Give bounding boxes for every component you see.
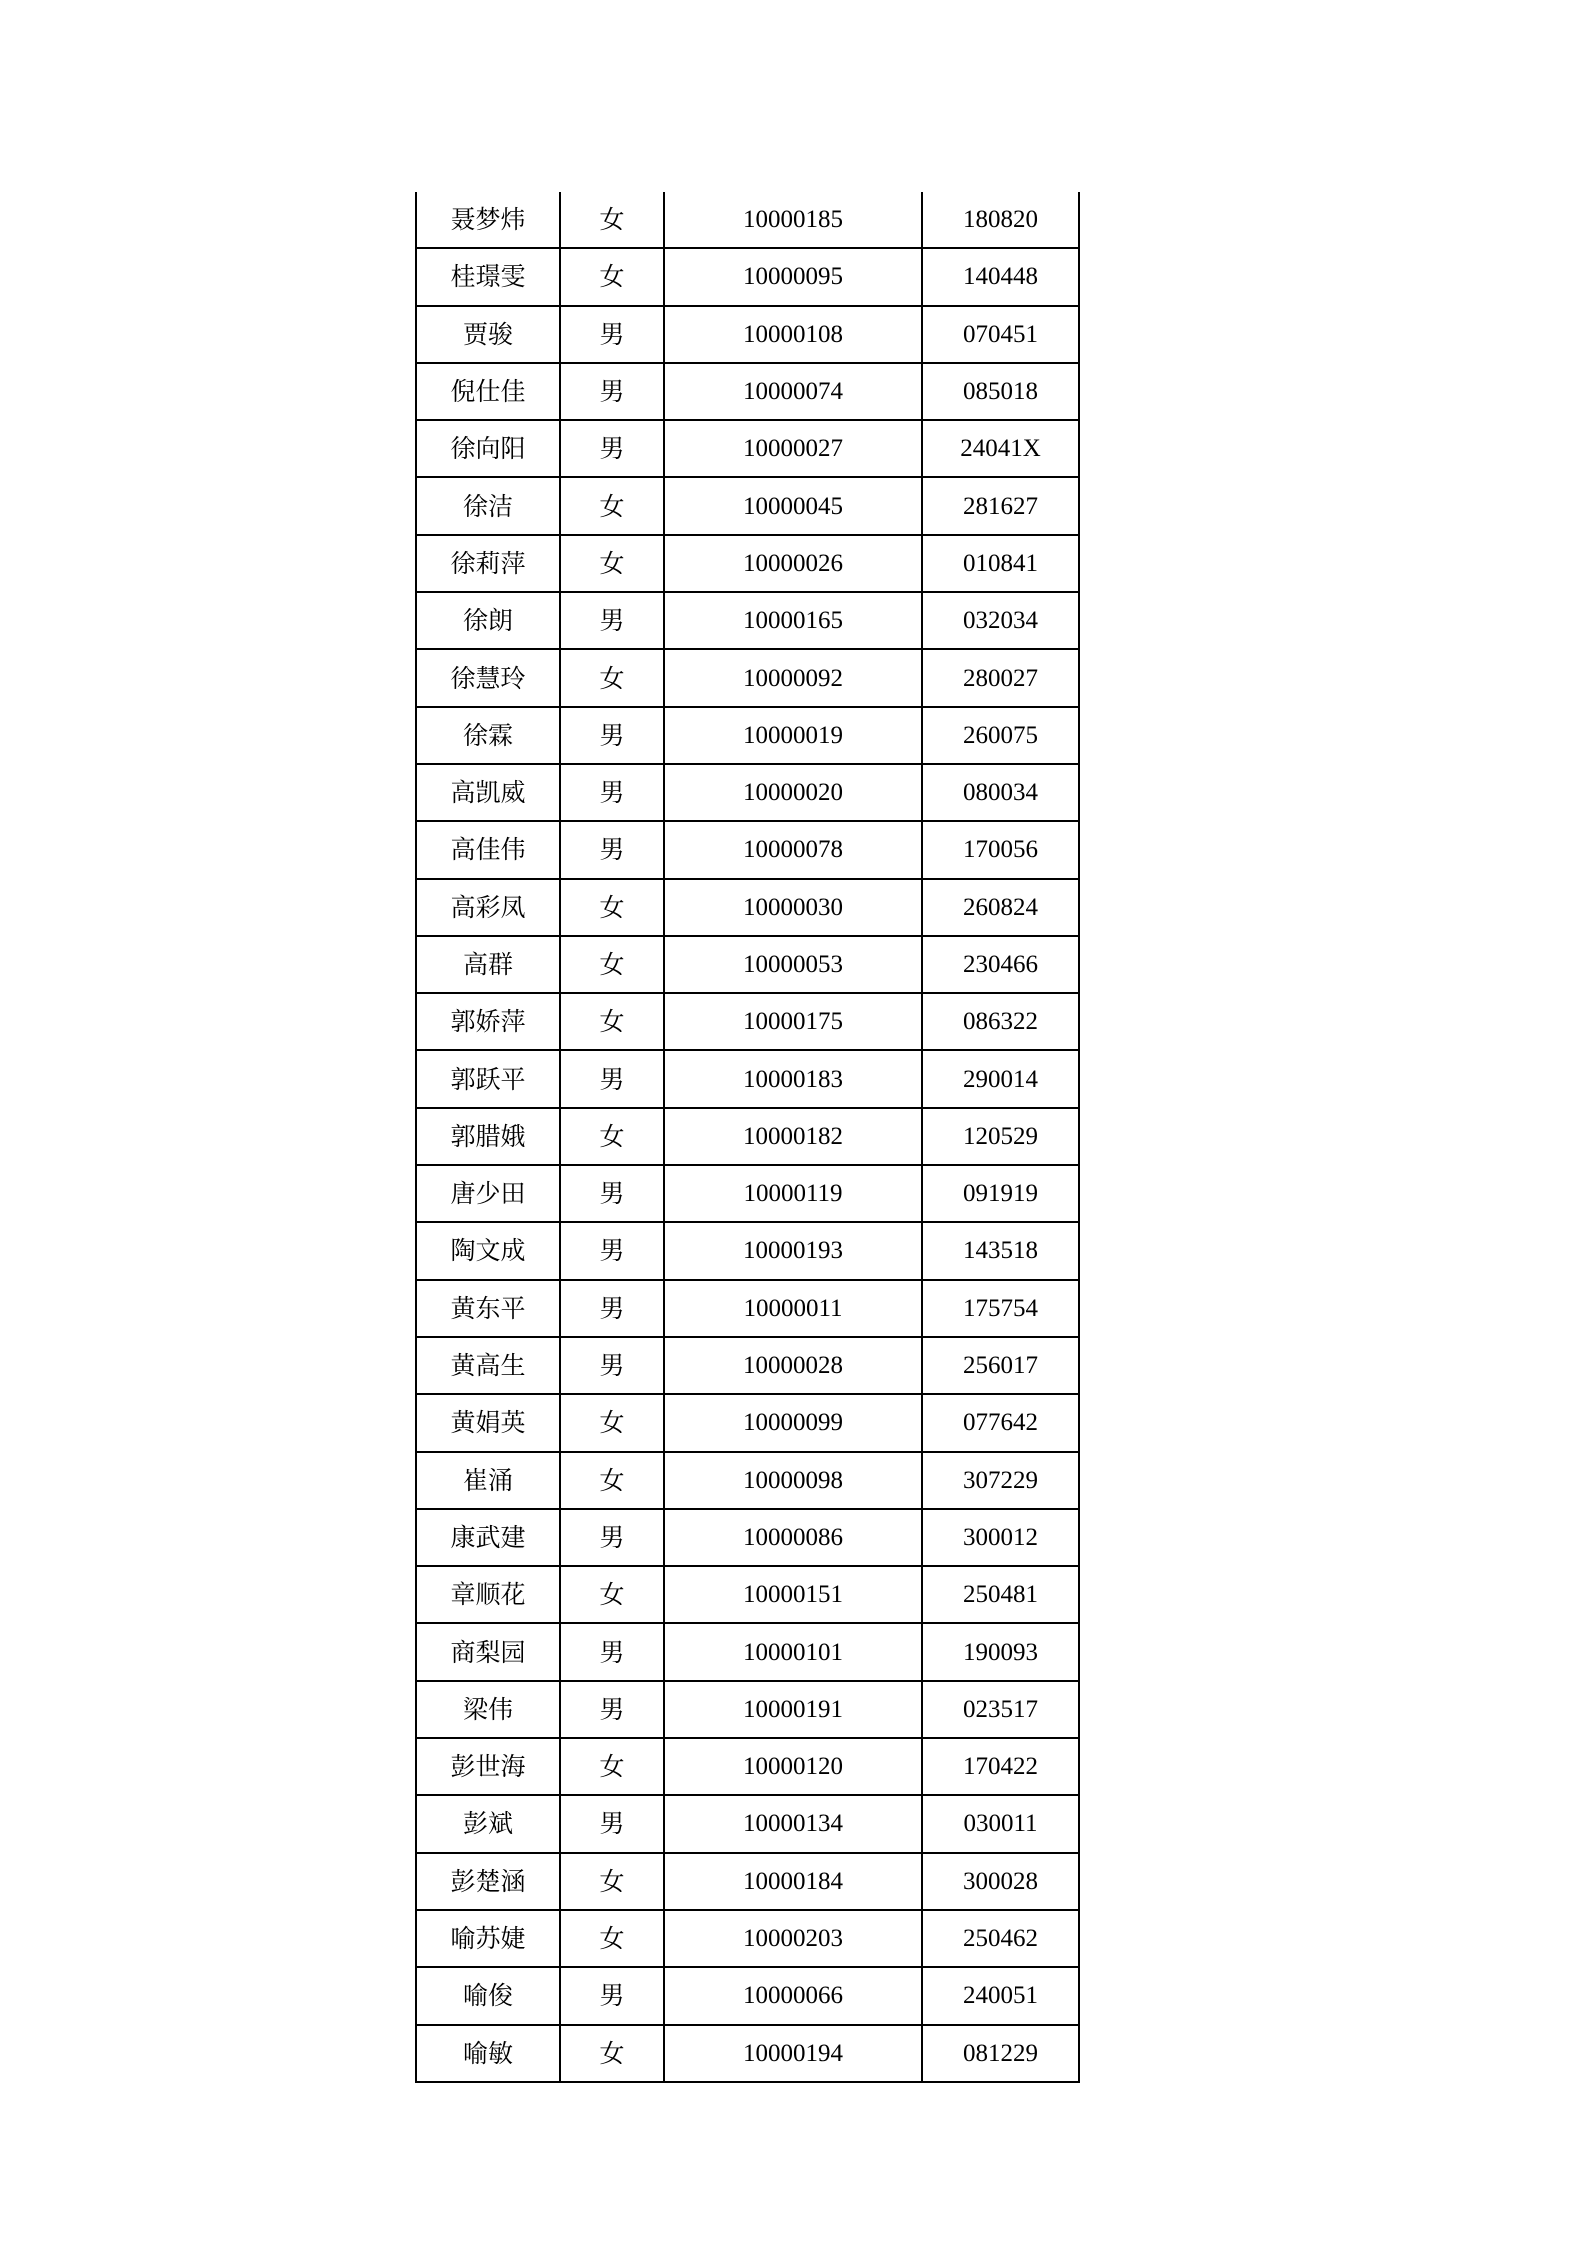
table-row xyxy=(416,1222,1079,1279)
code-cell: 085018 xyxy=(922,363,1079,420)
id-number-cell: 10000119 xyxy=(664,1165,922,1222)
id-number-cell: 10000099 xyxy=(664,1394,922,1451)
id-number-cell: 10000053 xyxy=(664,936,922,993)
gender-cell: 男 xyxy=(560,1050,664,1107)
gender-cell: 男 xyxy=(560,1222,664,1279)
code-cell: 300012 xyxy=(922,1509,1079,1566)
table-row xyxy=(416,1108,1079,1165)
gender-cell: 女 xyxy=(560,879,664,936)
roster-table xyxy=(415,192,1080,2083)
code-cell: 250481 xyxy=(922,1566,1079,1623)
name-cell: 高佳伟 xyxy=(416,821,560,878)
table-row xyxy=(416,192,1079,248)
code-cell: 290014 xyxy=(922,1050,1079,1107)
code-cell: 143518 xyxy=(922,1222,1079,1279)
id-number-cell: 10000028 xyxy=(664,1337,922,1394)
table-row xyxy=(416,993,1079,1050)
name-cell: 徐洁 xyxy=(416,477,560,534)
id-number-cell: 10000165 xyxy=(664,592,922,649)
gender-cell: 女 xyxy=(560,1566,664,1623)
id-number-cell: 10000203 xyxy=(664,1910,922,1967)
id-number-cell: 10000074 xyxy=(664,363,922,420)
gender-cell: 男 xyxy=(560,1681,664,1738)
table-row xyxy=(416,707,1079,764)
name-cell: 徐向阳 xyxy=(416,420,560,477)
name-cell: 喻敏 xyxy=(416,2025,560,2082)
gender-cell: 男 xyxy=(560,306,664,363)
table-row xyxy=(416,592,1079,649)
roster-table-body xyxy=(416,192,1079,2082)
name-cell: 喻俊 xyxy=(416,1967,560,2024)
name-cell: 章顺花 xyxy=(416,1566,560,1623)
code-cell: 091919 xyxy=(922,1165,1079,1222)
id-number-cell: 10000120 xyxy=(664,1738,922,1795)
table-row xyxy=(416,1509,1079,1566)
table-row xyxy=(416,306,1079,363)
table-row xyxy=(416,764,1079,821)
gender-cell: 男 xyxy=(560,1967,664,2024)
table-row xyxy=(416,1967,1079,2024)
name-cell: 郭跃平 xyxy=(416,1050,560,1107)
gender-cell: 女 xyxy=(560,1738,664,1795)
table-row xyxy=(416,248,1079,305)
name-cell: 贾骏 xyxy=(416,306,560,363)
table-row xyxy=(416,1738,1079,1795)
table-row xyxy=(416,821,1079,878)
name-cell: 徐慧玲 xyxy=(416,649,560,706)
code-cell: 280027 xyxy=(922,649,1079,706)
gender-cell: 女 xyxy=(560,192,664,248)
id-number-cell: 10000045 xyxy=(664,477,922,534)
table-row xyxy=(416,1452,1079,1509)
id-number-cell: 10000011 xyxy=(664,1280,922,1337)
id-number-cell: 10000184 xyxy=(664,1853,922,1910)
name-cell: 徐朗 xyxy=(416,592,560,649)
code-cell: 023517 xyxy=(922,1681,1079,1738)
table-row xyxy=(416,1050,1079,1107)
table-row xyxy=(416,363,1079,420)
table-row xyxy=(416,649,1079,706)
id-number-cell: 10000194 xyxy=(664,2025,922,2082)
gender-cell: 男 xyxy=(560,1280,664,1337)
code-cell: 175754 xyxy=(922,1280,1079,1337)
code-cell: 032034 xyxy=(922,592,1079,649)
gender-cell: 女 xyxy=(560,248,664,305)
name-cell: 黄娟英 xyxy=(416,1394,560,1451)
id-number-cell: 10000030 xyxy=(664,879,922,936)
table-row xyxy=(416,420,1079,477)
table-row xyxy=(416,1337,1079,1394)
code-cell: 180820 xyxy=(922,192,1079,248)
gender-cell: 女 xyxy=(560,1910,664,1967)
code-cell: 030011 xyxy=(922,1795,1079,1852)
code-cell: 010841 xyxy=(922,535,1079,592)
table-row xyxy=(416,535,1079,592)
id-number-cell: 10000027 xyxy=(664,420,922,477)
table-row xyxy=(416,1165,1079,1222)
code-cell: 300028 xyxy=(922,1853,1079,1910)
code-cell: 080034 xyxy=(922,764,1079,821)
name-cell: 商梨园 xyxy=(416,1623,560,1680)
id-number-cell: 10000182 xyxy=(664,1108,922,1165)
id-number-cell: 10000020 xyxy=(664,764,922,821)
code-cell: 086322 xyxy=(922,993,1079,1050)
name-cell: 桂璟雯 xyxy=(416,248,560,305)
gender-cell: 女 xyxy=(560,649,664,706)
name-cell: 唐少田 xyxy=(416,1165,560,1222)
code-cell: 077642 xyxy=(922,1394,1079,1451)
gender-cell: 女 xyxy=(560,1108,664,1165)
gender-cell: 女 xyxy=(560,936,664,993)
id-number-cell: 10000095 xyxy=(664,248,922,305)
table-row xyxy=(416,1280,1079,1337)
gender-cell: 女 xyxy=(560,1452,664,1509)
name-cell: 高彩凤 xyxy=(416,879,560,936)
code-cell: 256017 xyxy=(922,1337,1079,1394)
gender-cell: 男 xyxy=(560,764,664,821)
gender-cell: 男 xyxy=(560,707,664,764)
code-cell: 170422 xyxy=(922,1738,1079,1795)
gender-cell: 女 xyxy=(560,1394,664,1451)
table-row xyxy=(416,477,1079,534)
name-cell: 康武建 xyxy=(416,1509,560,1566)
id-number-cell: 10000191 xyxy=(664,1681,922,1738)
gender-cell: 男 xyxy=(560,1509,664,1566)
code-cell: 260824 xyxy=(922,879,1079,936)
gender-cell: 女 xyxy=(560,2025,664,2082)
id-number-cell: 10000175 xyxy=(664,993,922,1050)
code-cell: 190093 xyxy=(922,1623,1079,1680)
code-cell: 250462 xyxy=(922,1910,1079,1967)
code-cell: 281627 xyxy=(922,477,1079,534)
id-number-cell: 10000185 xyxy=(664,192,922,248)
code-cell: 260075 xyxy=(922,707,1079,764)
gender-cell: 男 xyxy=(560,821,664,878)
id-number-cell: 10000086 xyxy=(664,1509,922,1566)
name-cell: 倪仕佳 xyxy=(416,363,560,420)
name-cell: 徐霖 xyxy=(416,707,560,764)
table-row xyxy=(416,1566,1079,1623)
table-row xyxy=(416,936,1079,993)
code-cell: 120529 xyxy=(922,1108,1079,1165)
table-row xyxy=(416,1910,1079,1967)
code-cell: 140448 xyxy=(922,248,1079,305)
name-cell: 彭楚涵 xyxy=(416,1853,560,1910)
gender-cell: 女 xyxy=(560,993,664,1050)
id-number-cell: 10000108 xyxy=(664,306,922,363)
name-cell: 郭娇萍 xyxy=(416,993,560,1050)
id-number-cell: 10000098 xyxy=(664,1452,922,1509)
name-cell: 梁伟 xyxy=(416,1681,560,1738)
code-cell: 307229 xyxy=(922,1452,1079,1509)
code-cell: 070451 xyxy=(922,306,1079,363)
code-cell: 230466 xyxy=(922,936,1079,993)
name-cell: 喻苏婕 xyxy=(416,1910,560,1967)
id-number-cell: 10000183 xyxy=(664,1050,922,1107)
gender-cell: 男 xyxy=(560,1795,664,1852)
table-row xyxy=(416,1394,1079,1451)
id-number-cell: 10000019 xyxy=(664,707,922,764)
table-row xyxy=(416,1795,1079,1852)
gender-cell: 女 xyxy=(560,477,664,534)
gender-cell: 男 xyxy=(560,1165,664,1222)
id-number-cell: 10000066 xyxy=(664,1967,922,2024)
id-number-cell: 10000193 xyxy=(664,1222,922,1279)
id-number-cell: 10000026 xyxy=(664,535,922,592)
id-number-cell: 10000092 xyxy=(664,649,922,706)
gender-cell: 男 xyxy=(560,1337,664,1394)
id-number-cell: 10000134 xyxy=(664,1795,922,1852)
gender-cell: 男 xyxy=(560,1623,664,1680)
name-cell: 彭斌 xyxy=(416,1795,560,1852)
name-cell: 崔涌 xyxy=(416,1452,560,1509)
table-row xyxy=(416,1853,1079,1910)
id-number-cell: 10000101 xyxy=(664,1623,922,1680)
name-cell: 高凯威 xyxy=(416,764,560,821)
table-row xyxy=(416,879,1079,936)
name-cell: 高群 xyxy=(416,936,560,993)
name-cell: 黄东平 xyxy=(416,1280,560,1337)
table-row xyxy=(416,2025,1079,2082)
name-cell: 彭世海 xyxy=(416,1738,560,1795)
table-row xyxy=(416,1681,1079,1738)
gender-cell: 女 xyxy=(560,535,664,592)
gender-cell: 男 xyxy=(560,363,664,420)
gender-cell: 男 xyxy=(560,420,664,477)
gender-cell: 男 xyxy=(560,592,664,649)
code-cell: 081229 xyxy=(922,2025,1079,2082)
name-cell: 徐莉萍 xyxy=(416,535,560,592)
code-cell: 24041X xyxy=(922,420,1079,477)
code-cell: 170056 xyxy=(922,821,1079,878)
gender-cell: 女 xyxy=(560,1853,664,1910)
name-cell: 郭腊娥 xyxy=(416,1108,560,1165)
name-cell: 陶文成 xyxy=(416,1222,560,1279)
id-number-cell: 10000078 xyxy=(664,821,922,878)
name-cell: 黄高生 xyxy=(416,1337,560,1394)
id-number-cell: 10000151 xyxy=(664,1566,922,1623)
table-row xyxy=(416,1623,1079,1680)
code-cell: 240051 xyxy=(922,1967,1079,2024)
name-cell: 聂梦炜 xyxy=(416,192,560,248)
